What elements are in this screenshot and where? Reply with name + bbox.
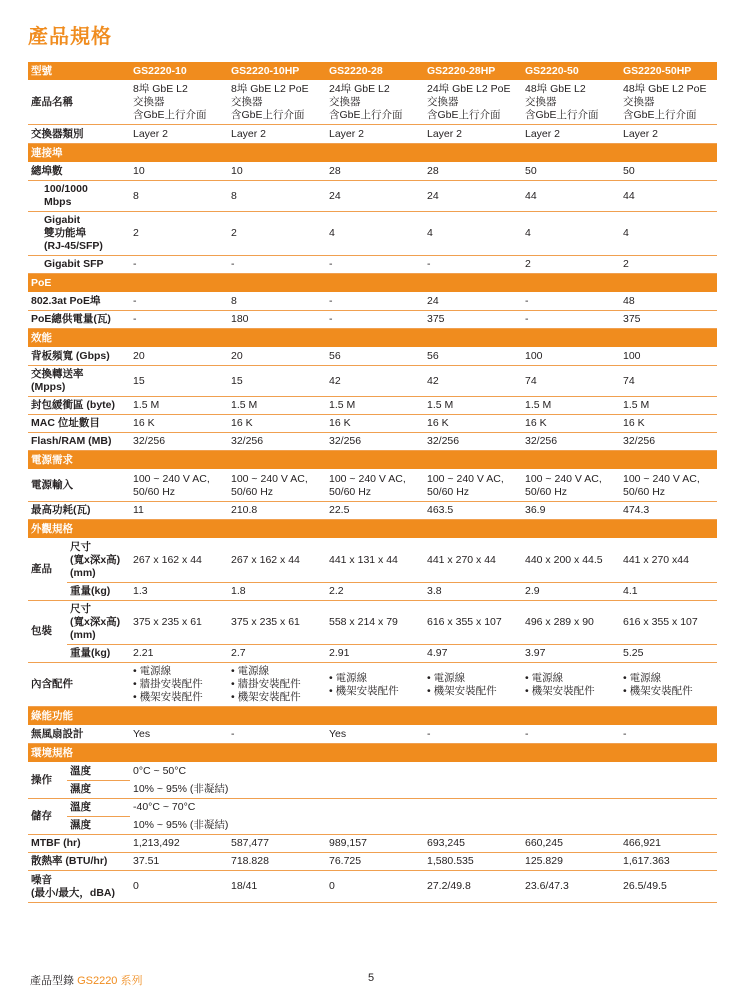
- value-cell: 989,157: [326, 835, 424, 853]
- section-title: 連接埠: [28, 144, 717, 163]
- spec-table: [28, 62, 717, 903]
- value-cell: 8埠 GbE L2 交換器 含GbE上行介面: [130, 81, 228, 125]
- row-label: 尺寸 (寬x深x高) (mm): [67, 539, 130, 583]
- value-cell: 375 x 235 x 61: [130, 601, 228, 645]
- value-cell: 463.5: [424, 502, 522, 520]
- row-label: Gigabit 雙功能埠 (RJ-45/SFP): [28, 212, 130, 256]
- value-cell: 16 K: [326, 415, 424, 433]
- value-cell: • 電源線 • 牆掛安裝配件 • 機架安裝配件: [228, 663, 326, 707]
- row-label: PoE總供電量(瓦): [28, 311, 130, 329]
- section-title: 外觀規格: [28, 520, 717, 539]
- value-cell: 24: [326, 181, 424, 212]
- value-cell: -: [326, 311, 424, 329]
- value-cell: Layer 2: [522, 125, 620, 144]
- value-cell: 1,213,492: [130, 835, 228, 853]
- value-cell: 1.5 M: [522, 397, 620, 415]
- value-cell: -: [130, 256, 228, 274]
- row-label: 產品名稱: [28, 81, 130, 125]
- value-cell: 50: [522, 163, 620, 181]
- value-cell: -40°C ~ 70°C: [133, 801, 196, 814]
- row-label: 重量(kg): [67, 645, 130, 663]
- spec-row: [28, 293, 717, 311]
- spec-row: [28, 726, 717, 744]
- page-number: 5: [368, 972, 375, 984]
- spec-row: [28, 163, 717, 181]
- value-cell: 24: [424, 293, 522, 311]
- value-cell: Yes: [326, 726, 424, 744]
- spec-row: [28, 645, 717, 663]
- value-cell: 4.1: [620, 583, 717, 601]
- value-cell: 27.2/49.8: [424, 871, 522, 903]
- value-cell: -: [522, 293, 620, 311]
- section-title: PoE: [28, 274, 717, 293]
- row-label: 交換器類別: [28, 125, 130, 144]
- value-cell: 10: [228, 163, 326, 181]
- row-label: 背板頻寬 (Gbps): [28, 348, 130, 366]
- row-label: 無風扇設計: [28, 726, 130, 744]
- value-cell: 44: [522, 181, 620, 212]
- value-cell: 74: [620, 366, 717, 397]
- value-cell: • 電源線 • 機架安裝配件: [424, 663, 522, 707]
- value-cell: 1.5 M: [326, 397, 424, 415]
- section-title: 綠能功能: [28, 707, 717, 726]
- section-green: [28, 707, 717, 726]
- value-cell: -: [130, 311, 228, 329]
- value-cell: Layer 2: [424, 125, 522, 144]
- value-cell: 32/256: [228, 433, 326, 451]
- value-cell: 2: [522, 256, 620, 274]
- value-cell: 8: [130, 181, 228, 212]
- spec-row: [28, 415, 717, 433]
- section-title: 效能: [28, 329, 717, 348]
- row-label: 濕度: [67, 817, 130, 835]
- value-cell: 1.8: [228, 583, 326, 601]
- spec-row: [28, 397, 717, 415]
- spec-row: [28, 433, 717, 451]
- value-cell: 1.5 M: [130, 397, 228, 415]
- value-cell: 16 K: [620, 415, 717, 433]
- spec-row: [28, 256, 717, 274]
- row-label: 尺寸 (寬x深x高) (mm): [67, 601, 130, 645]
- value-cell: 4: [424, 212, 522, 256]
- value-cell: • 電源線 • 牆掛安裝配件 • 機架安裝配件: [130, 663, 228, 707]
- value-cell: 32/256: [130, 433, 228, 451]
- row-label: Gigabit SFP: [28, 256, 130, 274]
- value-cell: 0: [130, 871, 228, 903]
- page-title: 產品規格: [28, 26, 112, 48]
- value-cell: 2.2: [326, 583, 424, 601]
- value-cell: 56: [326, 348, 424, 366]
- row-label: 內含配件: [28, 663, 130, 707]
- row-label: 電源輸入: [28, 470, 130, 502]
- section-power: [28, 451, 717, 470]
- value-cell: 2: [620, 256, 717, 274]
- value-cell: 267 x 162 x 44: [228, 539, 326, 583]
- value-cell: 56: [424, 348, 522, 366]
- model-header: GS2220-28HP: [424, 62, 522, 81]
- value-cell: Layer 2: [620, 125, 717, 144]
- value-cell: 37.51: [130, 853, 228, 871]
- value-cell: Layer 2: [326, 125, 424, 144]
- value-cell: 616 x 355 x 107: [424, 601, 522, 645]
- value-cell: 496 x 289 x 90: [522, 601, 620, 645]
- value-cell: 4: [620, 212, 717, 256]
- value-cell: Layer 2: [130, 125, 228, 144]
- value-cell: 26.5/49.5: [620, 871, 717, 903]
- spec-row: [28, 366, 717, 397]
- row-label: Flash/RAM (MB): [28, 433, 130, 451]
- value-cell: 20: [228, 348, 326, 366]
- value-cell: Yes: [130, 726, 228, 744]
- spec-row: [28, 348, 717, 366]
- group-label: 產品: [28, 539, 67, 601]
- value-cell: • 電源線 • 機架安裝配件: [620, 663, 717, 707]
- value-cell: 24埠 GbE L2 交換器 含GbE上行介面: [326, 81, 424, 125]
- value-cell: 23.6/47.3: [522, 871, 620, 903]
- value-cell: 15: [228, 366, 326, 397]
- spec-row: [28, 601, 717, 645]
- value-cell: 32/256: [620, 433, 717, 451]
- footer-catalog: [30, 972, 142, 988]
- value-cell: 8: [228, 293, 326, 311]
- value-cell: 375: [620, 311, 717, 329]
- value-cell: 718.828: [228, 853, 326, 871]
- value-cell: 16 K: [424, 415, 522, 433]
- value-cell: 76.725: [326, 853, 424, 871]
- value-cell: -: [228, 256, 326, 274]
- value-cell: 32/256: [522, 433, 620, 451]
- model-header: GS2220-28: [326, 62, 424, 81]
- row-label: 散熱率 (BTU/hr): [28, 853, 130, 871]
- row-label: 總埠數: [28, 163, 130, 181]
- spec-row: [28, 817, 717, 835]
- value-cell: 48埠 GbE L2 PoE 交換器 含GbE上行介面: [620, 81, 717, 125]
- value-cell: 4.97: [424, 645, 522, 663]
- value-cell: 48埠 GbE L2 交換器 含GbE上行介面: [522, 81, 620, 125]
- value-cell: 587,477: [228, 835, 326, 853]
- row-label: 最高功耗(瓦): [28, 502, 130, 520]
- value-cell: -: [620, 726, 717, 744]
- value-cell: 2.21: [130, 645, 228, 663]
- model-header: GS2220-10HP: [228, 62, 326, 81]
- value-cell: 3.97: [522, 645, 620, 663]
- spec-row: [28, 835, 717, 853]
- spec-row: [28, 663, 717, 707]
- row-label: MAC 位址數目: [28, 415, 130, 433]
- value-cell: 1.5 M: [424, 397, 522, 415]
- header-label: 型號: [28, 62, 130, 81]
- spec-row: [28, 539, 717, 583]
- value-cell: 375: [424, 311, 522, 329]
- value-cell: 74: [522, 366, 620, 397]
- value-cell: 100: [620, 348, 717, 366]
- spec-row: [28, 81, 717, 125]
- value-cell: 558 x 214 x 79: [326, 601, 424, 645]
- value-cell: 660,245: [522, 835, 620, 853]
- spec-row: [28, 871, 717, 903]
- row-label: 封包緩衝區 (byte): [28, 397, 130, 415]
- value-cell: 32/256: [326, 433, 424, 451]
- value-cell: 2.91: [326, 645, 424, 663]
- spec-row: [28, 470, 717, 502]
- value-cell: 100 ~ 240 V AC, 50/60 Hz: [522, 470, 620, 502]
- value-cell: Layer 2: [228, 125, 326, 144]
- value-cell: 2: [130, 212, 228, 256]
- group-label: 操作: [28, 763, 67, 799]
- value-cell: 616 x 355 x 107: [620, 601, 717, 645]
- spec-row: [28, 781, 717, 799]
- value-cell: 2.7: [228, 645, 326, 663]
- value-cell: -: [424, 726, 522, 744]
- value-cell: 2.9: [522, 583, 620, 601]
- value-cell: 1,617.363: [620, 853, 717, 871]
- value-cell: 474.3: [620, 502, 717, 520]
- value-cell: 48: [620, 293, 717, 311]
- section-poe: [28, 274, 717, 293]
- value-cell: 36.9: [522, 502, 620, 520]
- value-cell: 375 x 235 x 61: [228, 601, 326, 645]
- value-cell: 0°C ~ 50°C: [133, 765, 187, 778]
- value-cell: -: [326, 256, 424, 274]
- section-title: 電源需求: [28, 451, 717, 470]
- value-cell: -: [130, 293, 228, 311]
- value-cell: 100 ~ 240 V AC, 50/60 Hz: [130, 470, 228, 502]
- section-environment: [28, 744, 717, 763]
- value-cell: • 電源線 • 機架安裝配件: [522, 663, 620, 707]
- spec-row: [28, 125, 717, 144]
- group-label: 包裝: [28, 601, 67, 663]
- spec-row: [28, 502, 717, 520]
- row-label: 噪音 (最小/最大，dBA): [28, 871, 130, 903]
- spec-row: [28, 212, 717, 256]
- value-cell: 4: [522, 212, 620, 256]
- value-cell: -: [228, 726, 326, 744]
- value-cell: 11: [130, 502, 228, 520]
- value-cell: 42: [424, 366, 522, 397]
- value-cell: 20: [130, 348, 228, 366]
- value-cell: 100: [522, 348, 620, 366]
- value-cell: 24: [424, 181, 522, 212]
- value-cell: -: [522, 726, 620, 744]
- spec-row: [28, 311, 717, 329]
- value-cell: 18/41: [228, 871, 326, 903]
- value-cell: 267 x 162 x 44: [130, 539, 228, 583]
- row-label: 重量(kg): [67, 583, 130, 601]
- value-cell: 10: [130, 163, 228, 181]
- spec-row: [28, 763, 717, 781]
- value-cell: 100 ~ 240 V AC, 50/60 Hz: [326, 470, 424, 502]
- group-label: 儲存: [28, 799, 67, 835]
- model-header: GS2220-50HP: [620, 62, 717, 81]
- row-label: 濕度: [67, 781, 130, 799]
- value-cell: 1.5 M: [620, 397, 717, 415]
- value-cell: 22.5: [326, 502, 424, 520]
- spec-row: [28, 853, 717, 871]
- value-cell: 42: [326, 366, 424, 397]
- value-cell: 441 x 270 x 44: [424, 539, 522, 583]
- section-title: 環境規格: [28, 744, 717, 763]
- row-label: 交換轉送率 (Mpps): [28, 366, 130, 397]
- spec-row: [28, 583, 717, 601]
- value-cell: 210.8: [228, 502, 326, 520]
- value-cell: 15: [130, 366, 228, 397]
- value-cell: 44: [620, 181, 717, 212]
- value-cell: 32/256: [424, 433, 522, 451]
- section-ports: [28, 144, 717, 163]
- value-cell: 5.25: [620, 645, 717, 663]
- row-label: 溫度: [67, 763, 130, 781]
- value-cell: 50: [620, 163, 717, 181]
- row-label: 100/1000 Mbps: [28, 181, 130, 212]
- value-cell: 125.829: [522, 853, 620, 871]
- value-cell: 28: [326, 163, 424, 181]
- section-performance: [28, 329, 717, 348]
- value-cell: 16 K: [130, 415, 228, 433]
- value-cell: 3.8: [424, 583, 522, 601]
- value-cell: 1.5 M: [228, 397, 326, 415]
- value-cell: 100 ~ 240 V AC, 50/60 Hz: [424, 470, 522, 502]
- value-cell: 1,580.535: [424, 853, 522, 871]
- value-cell: 1.3: [130, 583, 228, 601]
- value-cell: -: [326, 293, 424, 311]
- footer-series: GS2220 系列: [77, 975, 143, 987]
- header-row: [28, 62, 717, 81]
- value-cell: -: [522, 311, 620, 329]
- model-header: GS2220-50: [522, 62, 620, 81]
- value-cell: 8埠 GbE L2 PoE 交換器 含GbE上行介面: [228, 81, 326, 125]
- value-cell: -: [424, 256, 522, 274]
- value-cell: 2: [228, 212, 326, 256]
- value-cell: 441 x 270 x44: [620, 539, 717, 583]
- value-cell: 693,245: [424, 835, 522, 853]
- value-cell: • 電源線 • 機架安裝配件: [326, 663, 424, 707]
- value-cell: 440 x 200 x 44.5: [522, 539, 620, 583]
- value-cell: 28: [424, 163, 522, 181]
- value-cell: 100 ~ 240 V AC, 50/60 Hz: [228, 470, 326, 502]
- value-cell: 4: [326, 212, 424, 256]
- value-cell: 10% ~ 95% (非凝結): [130, 817, 717, 835]
- row-label: MTBF (hr): [28, 835, 130, 853]
- value-cell: 466,921: [620, 835, 717, 853]
- row-label: 溫度: [67, 799, 130, 817]
- model-header: GS2220-10: [130, 62, 228, 81]
- value-cell: 180: [228, 311, 326, 329]
- value-cell: 16 K: [522, 415, 620, 433]
- spec-row: [28, 181, 717, 212]
- row-label: 802.3at PoE埠: [28, 293, 130, 311]
- value-cell: 16 K: [228, 415, 326, 433]
- section-physical: [28, 520, 717, 539]
- value-cell: 10% ~ 95% (非凝結): [130, 781, 717, 799]
- value-cell: 24埠 GbE L2 PoE 交換器 含GbE上行介面: [424, 81, 522, 125]
- value-cell: 100 ~ 240 V AC, 50/60 Hz: [620, 470, 717, 502]
- value-cell: 0: [326, 871, 424, 903]
- value-cell: 441 x 131 x 44: [326, 539, 424, 583]
- footer-prefix: 產品型錄: [30, 975, 78, 987]
- value-cell: 8: [228, 181, 326, 212]
- spec-row: [28, 799, 717, 817]
